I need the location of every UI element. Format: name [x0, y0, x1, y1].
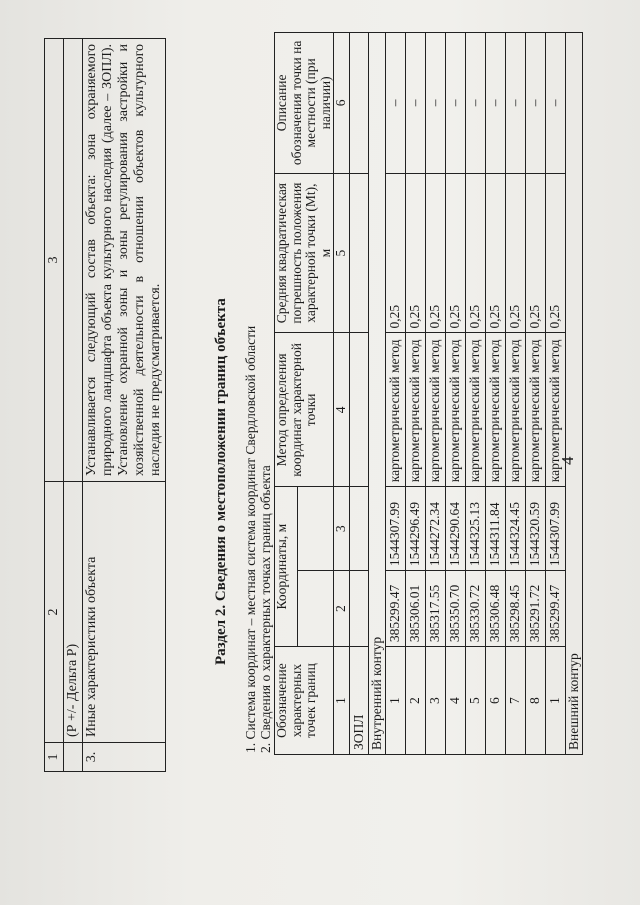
coordinate-x: 385299.47 [546, 571, 566, 647]
coordinate-y: 1544311.84 [486, 487, 506, 571]
zone-row [350, 33, 369, 755]
coordinate-y: 1544320.59 [526, 487, 546, 571]
coordinate-y: 1544272.34 [426, 487, 446, 571]
point-number: 7 [506, 647, 526, 755]
coordinate-x: 385330.72 [466, 571, 486, 647]
description-cell: – [446, 33, 466, 174]
description-cell: – [386, 33, 406, 174]
coordinate-y: 1544307.99 [386, 487, 406, 571]
coordinate-y: 1544325.13 [466, 487, 486, 571]
table-row [526, 33, 546, 755]
characteristics-table [44, 38, 166, 772]
col-number: 2 [334, 571, 350, 647]
description-cell: – [526, 33, 546, 174]
header-x [297, 571, 333, 647]
col-number: 5 [334, 173, 350, 333]
row-number: 3. [83, 743, 166, 772]
header-description: Описание обозначения точки на местности (при наличии) [275, 33, 334, 174]
error-cell: 0,25 [466, 173, 486, 333]
method-cell: картометрический метод [406, 333, 426, 487]
coordinate-x: 385299.47 [386, 571, 406, 647]
method-cell: картометрический метод [466, 333, 486, 487]
col-number: 3 [45, 39, 64, 482]
point-number: 1 [386, 647, 406, 755]
description-cell: – [506, 33, 526, 174]
coordinate-x: 385298.45 [506, 571, 526, 647]
col-number: 1 [45, 743, 64, 772]
delta-label: (Р +/- Дельта Р) [64, 482, 83, 743]
point-number: 6 [486, 647, 506, 755]
point-number: 3 [426, 647, 446, 755]
error-cell: 0,25 [446, 173, 466, 333]
table-row [406, 33, 426, 755]
contour-row [566, 33, 583, 755]
error-cell: 0,25 [426, 173, 446, 333]
description-cell: – [486, 33, 506, 174]
coordinate-y: 1544290.64 [446, 487, 466, 571]
method-cell: картометрический метод [546, 333, 566, 487]
error-cell: 0,25 [486, 173, 506, 333]
contour-row [369, 33, 386, 755]
method-cell: картометрический метод [446, 333, 466, 487]
coordinate-x: 385306.01 [406, 571, 426, 647]
point-number: 2 [406, 647, 426, 755]
table-row [546, 33, 566, 755]
error-cell: 0,25 [406, 173, 426, 333]
header-method: Метод определения координат характерной точки [275, 333, 334, 487]
header-y [297, 487, 333, 571]
col-number: 6 [334, 33, 350, 174]
table-row [83, 39, 166, 772]
table-row [426, 33, 446, 755]
error-cell: 0,25 [506, 173, 526, 333]
header-coordinates: Координаты, м [275, 487, 298, 647]
method-cell: картометрический метод [486, 333, 506, 487]
description-cell: – [546, 33, 566, 174]
inner-contour-label: Внутренний контур [369, 33, 386, 755]
method-cell: картометрический метод [506, 333, 526, 487]
coordinate-y: 1544307.99 [546, 487, 566, 571]
point-number: 5 [466, 647, 486, 755]
coordinate-x: 385306.48 [486, 571, 506, 647]
coordinate-x: 385350.70 [446, 571, 466, 647]
error-cell: 0,25 [386, 173, 406, 333]
points-caption: 2. Сведения о характерных точках границ объекта [258, 465, 273, 753]
coordinate-x: 385317.55 [426, 571, 446, 647]
header-designation: Обозначение характерных точек границ [275, 647, 334, 755]
outer-contour-label: Внешний контур [566, 33, 583, 755]
table-header-row [275, 33, 298, 755]
row-text: Устанавливается следующий состав объекта: зона охраняемого природного ландшафта объекта культурного наследия (далее – ЗОПЛ). Установление охранной зоны и зоны регулирования застройки и хозяйственной деятельности в отношении объектов культурного наследия не предусматривается. [83, 39, 166, 482]
error-cell: 0,25 [526, 173, 546, 333]
table-row [446, 33, 466, 755]
table-row [466, 33, 486, 755]
table-header-row [45, 39, 64, 772]
point-number: 1 [546, 647, 566, 755]
zone-label: ЗОПЛ [350, 647, 369, 755]
coordinate-system-caption: 1. Система координат – местная система координат Свердловской области [243, 325, 258, 753]
coordinates-table [274, 32, 583, 755]
error-cell: 0,25 [546, 173, 566, 333]
coordinate-y: 1544324.45 [506, 487, 526, 571]
method-cell: картометрический метод [426, 333, 446, 487]
table-row [486, 33, 506, 755]
table-row [506, 33, 526, 755]
method-cell: картометрический метод [386, 333, 406, 487]
description-cell: – [426, 33, 446, 174]
point-number: 8 [526, 647, 546, 755]
row-name: Иные характеристики объекта [83, 482, 166, 743]
description-cell: – [466, 33, 486, 174]
point-number: 4 [446, 647, 466, 755]
description-cell: – [406, 33, 426, 174]
table-row [64, 39, 83, 772]
column-numbers-row [334, 33, 350, 755]
page-number: 4 [558, 456, 577, 465]
col-number: 1 [334, 647, 350, 755]
col-number: 2 [45, 482, 64, 743]
coordinate-y: 1544296.49 [406, 487, 426, 571]
header-error: Средняя квадратическая погрешность положения характерной точки (Mt), м [275, 173, 334, 333]
method-cell: картометрический метод [526, 333, 546, 487]
section-title: Раздел 2. Сведения о местоположении границ объекта [213, 298, 229, 665]
table-row [386, 33, 406, 755]
coordinate-x: 385291.72 [526, 571, 546, 647]
col-number: 3 [334, 487, 350, 571]
col-number: 4 [334, 333, 350, 487]
point-rows [386, 33, 566, 755]
